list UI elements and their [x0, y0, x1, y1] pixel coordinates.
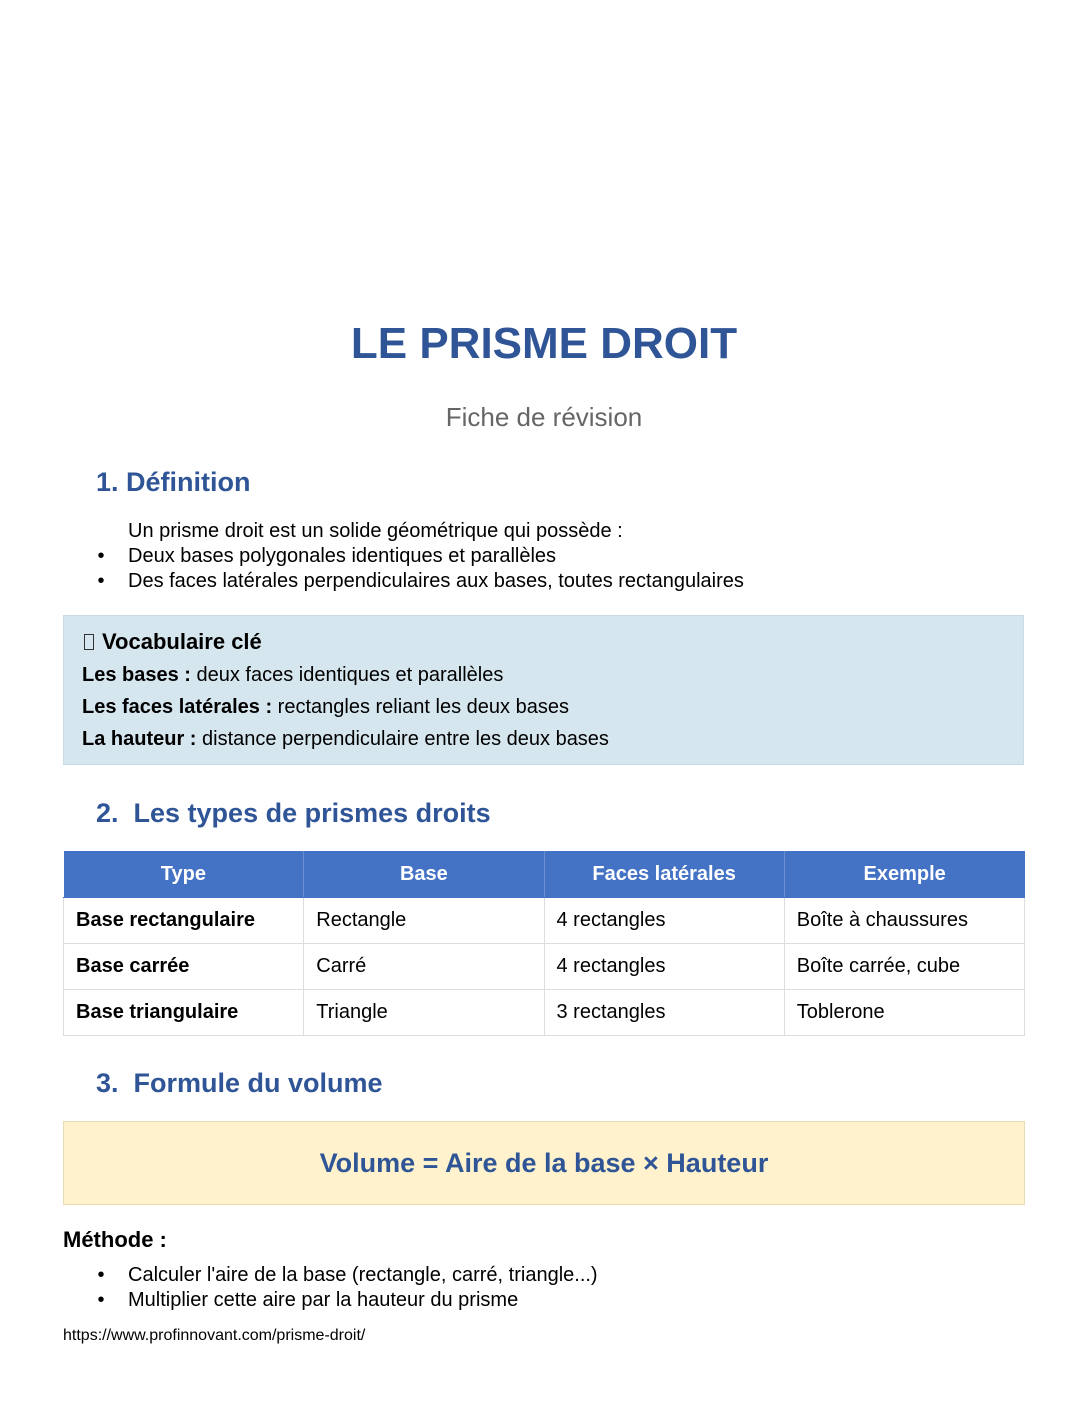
list-item-text: Calculer l'aire de la base (rectangle, carré, triangle...) [128, 1264, 598, 1286]
section-heading-volume: 3. Formule du volume [96, 1068, 383, 1098]
method-label: Méthode : [63, 1227, 167, 1252]
table-cell: Base triangulaire [64, 990, 304, 1036]
definition-list [96, 544, 744, 594]
column-header-type: Type [64, 851, 304, 898]
vocabulary-item [82, 725, 609, 753]
list-item [96, 569, 744, 594]
volume-formula: Volume = Aire de la base × Hauteur [319, 1147, 769, 1178]
vocabulary-definition: rectangles reliant les deux bases [272, 696, 569, 718]
table-cell: Toblerone [784, 990, 1024, 1036]
table-cell: Boîte à chaussures [784, 898, 1024, 944]
vocabulary-definition: deux faces identiques et parallèles [190, 664, 504, 686]
section-heading-types: 2. Les types de prismes droits [96, 798, 491, 828]
list-item [96, 544, 744, 569]
table-row [64, 944, 1025, 990]
table-cell: Boîte carrée, cube [784, 944, 1024, 990]
column-header-faces: Faces latérales [544, 851, 784, 898]
bullet-icon: • [97, 1289, 105, 1311]
table-cell: Triangle [304, 990, 544, 1036]
vocabulary-term: Les bases : [82, 664, 191, 686]
bullet-icon: • [97, 570, 105, 592]
vocabulary-item [82, 693, 569, 721]
table-cell: Base rectangulaire [64, 898, 304, 944]
column-header-base: Base [304, 851, 544, 898]
table-header-row [64, 851, 1025, 898]
vocabulary-title [84, 627, 262, 657]
definition-intro: Un prisme droit est un solide géométrique qui possède : [128, 520, 623, 542]
list-item [96, 1288, 598, 1313]
table-cell: Carré [304, 944, 544, 990]
table-cell: Base carrée [64, 944, 304, 990]
bullet-icon: • [97, 1264, 105, 1286]
list-item [96, 1263, 598, 1288]
document-subtitle: Fiche de révision [445, 402, 643, 432]
table-cell: 4 rectangles [544, 944, 784, 990]
bullet-icon: • [97, 545, 105, 567]
section-heading-definition: 1. Définition [96, 467, 251, 497]
table-cell: 4 rectangles [544, 898, 784, 944]
vocabulary-box [63, 615, 1024, 765]
source-url[interactable]: https://www.profinnovant.com/prisme-droit/ [63, 1327, 366, 1344]
missing-glyph-icon [84, 634, 94, 650]
volume-formula-box [63, 1121, 1025, 1205]
table-row [64, 898, 1025, 944]
vocabulary-item [82, 661, 503, 689]
vocabulary-definition: distance perpendiculaire entre les deux bases [196, 728, 609, 750]
vocabulary-term: Les faces latérales : [82, 696, 273, 718]
prism-types-table [63, 851, 1025, 1036]
document-title: LE PRISME DROIT [350, 319, 738, 368]
column-header-example: Exemple [784, 851, 1024, 898]
table-cell: Rectangle [304, 898, 544, 944]
vocabulary-term: La hauteur : [82, 728, 197, 750]
table-row [64, 990, 1025, 1036]
list-item-text: Deux bases polygonales identiques et parallèles [128, 545, 557, 567]
vocabulary-title-text: Vocabulaire clé [102, 629, 262, 654]
list-item-text: Multiplier cette aire par la hauteur du prisme [128, 1289, 519, 1311]
list-item-text: Des faces latérales perpendiculaires aux bases, toutes rectangulaires [128, 570, 744, 592]
table-cell: 3 rectangles [544, 990, 784, 1036]
method-list [96, 1263, 598, 1313]
